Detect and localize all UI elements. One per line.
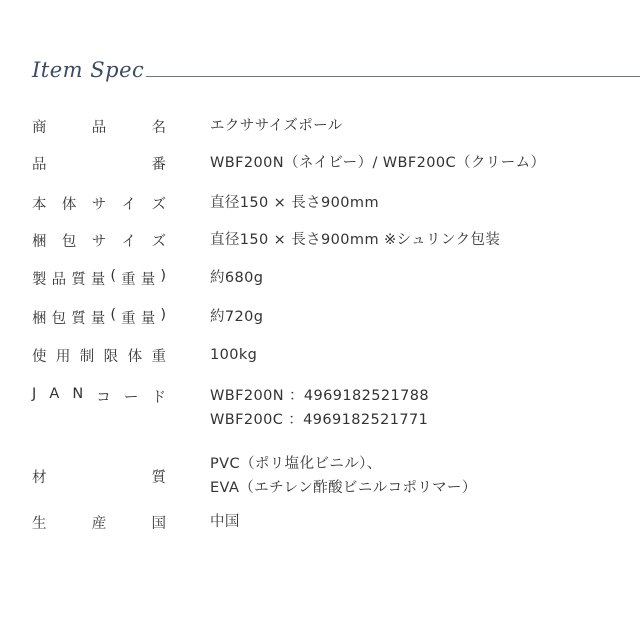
spec-label: 生 産 国 bbox=[32, 516, 166, 532]
header-divider bbox=[146, 76, 640, 77]
spec-value-line: 100kg bbox=[210, 347, 258, 363]
spec-value-line: EVA（エチレン酢酸ビニルコポリマー） bbox=[210, 480, 477, 496]
spec-value bbox=[210, 191, 379, 215]
page-title: Item Spec bbox=[32, 58, 145, 82]
spec-value bbox=[210, 384, 429, 432]
spec-label: 材 質 bbox=[32, 470, 166, 486]
spec-value-line: 中国 bbox=[210, 514, 240, 530]
spec-value-line: PVC（ポリ塩化ビニル）、 bbox=[210, 456, 382, 472]
spec-header bbox=[0, 58, 640, 98]
spec-value bbox=[210, 452, 477, 500]
spec-label: 商 品 名 bbox=[32, 120, 166, 136]
spec-label: 品 番 bbox=[32, 157, 166, 173]
spec-value bbox=[210, 228, 500, 252]
spec-value bbox=[210, 266, 263, 290]
spec-label: 使 用 制 限 体 重 bbox=[32, 349, 166, 365]
spec-value-line: 約720g bbox=[210, 309, 264, 325]
spec-label: 梱 包 質 量 ( 重 量 ) bbox=[32, 307, 166, 327]
spec-label: 製 品 質 量 ( 重 量 ) bbox=[32, 268, 166, 288]
spec-label: 本 体 サ イ ズ bbox=[32, 197, 166, 213]
spec-value bbox=[210, 305, 263, 329]
spec-value-line: WBF200N ：4969182521788 bbox=[210, 388, 429, 404]
spec-label: 梱 包 サ イ ズ bbox=[32, 234, 166, 250]
spec-value-line: 直径150 × 長さ900mm ※シュリンク包装 bbox=[210, 232, 501, 248]
spec-label: J A N コ ー ド bbox=[32, 386, 166, 406]
spec-value-line: 約680g bbox=[210, 270, 264, 286]
spec-value bbox=[210, 114, 343, 138]
spec-value-line: WBF200C ：4969182521771 bbox=[210, 412, 429, 428]
spec-value bbox=[210, 343, 257, 367]
spec-value bbox=[210, 510, 240, 534]
spec-value bbox=[210, 151, 545, 175]
spec-value-line: WBF200N（ネイビー）/ WBF200C（クリーム） bbox=[210, 155, 546, 171]
spec-value-line: 直径150 × 長さ900mm bbox=[210, 195, 379, 211]
spec-value-line: エクササイズポール bbox=[210, 118, 343, 134]
